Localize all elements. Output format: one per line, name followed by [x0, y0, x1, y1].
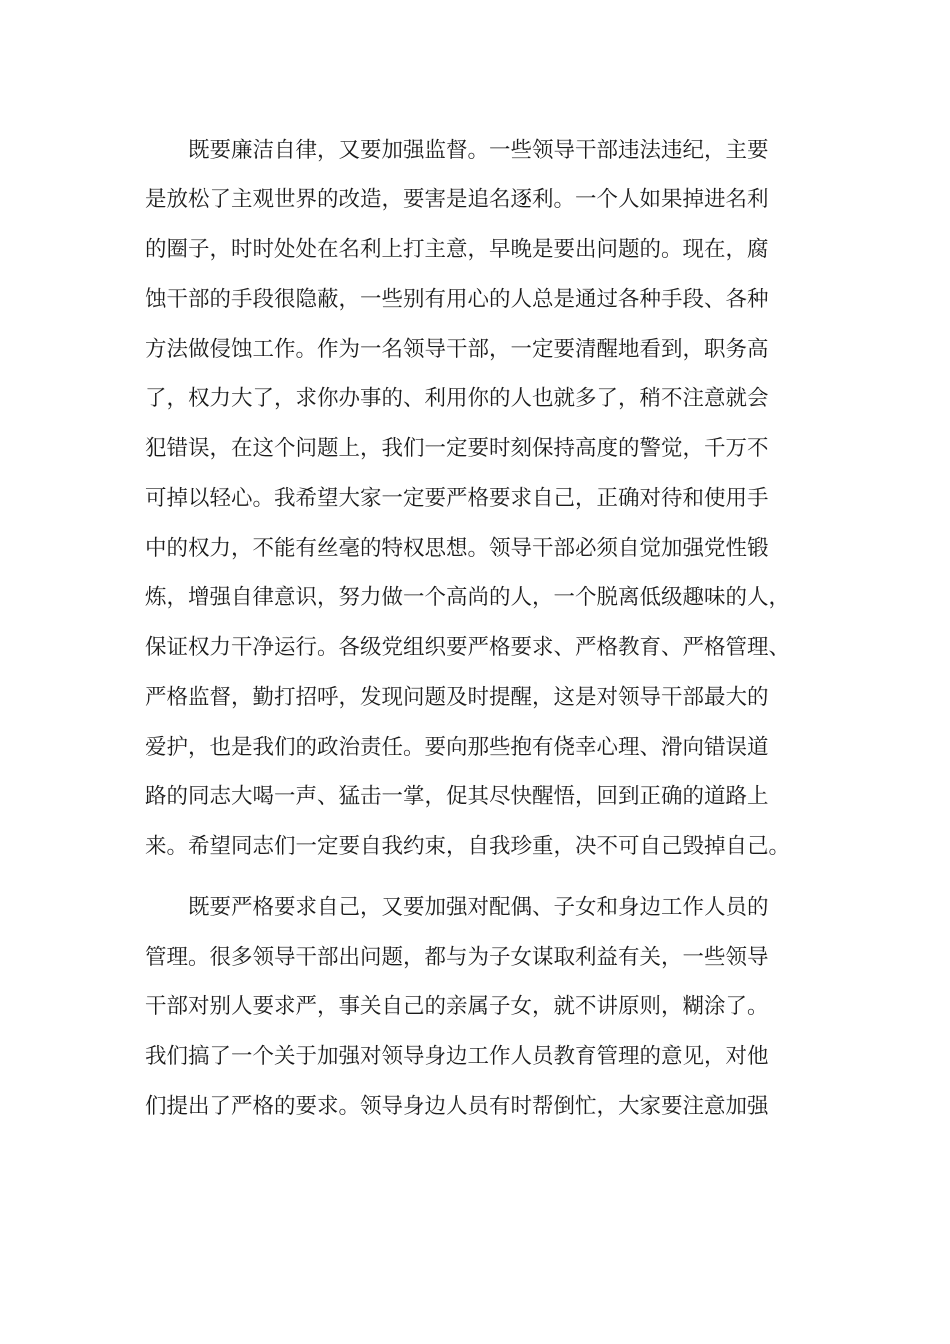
text-line: 蚀干部的手段很隐蔽，一些别有用心的人总是通过各种手段、各种	[145, 287, 769, 312]
text-line: 严格监督，勤打招呼，发现问题及时提醒，这是对领导干部最大的	[145, 685, 769, 710]
text-line: 干部对别人要求严，事关自己的亲属子女，就不讲原则，糊涂了。	[145, 994, 769, 1019]
text-line: 方法做侵蚀工作。作为一名领导干部，一定要清醒地看到，职务高	[145, 337, 769, 362]
text-line: 犯错误，在这个问题上，我们一定要时刻保持高度的警觉，千万不	[145, 436, 769, 461]
text-line: 路的同志大喝一声、猛击一掌，促其尽快醒悟，回到正确的道路上	[145, 784, 769, 809]
text-line: 们提出了严格的要求。领导身边人员有时帮倒忙，大家要注意加强	[145, 1094, 769, 1119]
text-line: 爱护，也是我们的政治责任。要向那些抱有侥幸心理、滑向错误道	[145, 735, 769, 760]
text-line: 中的权力，不能有丝毫的特权思想。领导干部必须自觉加强党性锻	[145, 536, 769, 561]
text-line: 是放松了主观世界的改造，要害是追名逐利。一个人如果掉进名利	[145, 187, 769, 212]
text-line: 既要廉洁自律，又要加强监督。一些领导干部违法违纪，主要	[188, 138, 769, 163]
text-line: 管理。很多领导干部出问题，都与为子女谋取利益有关，一些领导	[145, 945, 769, 970]
text-line: 了，权力大了，求你办事的、利用你的人也就多了，稍不注意就会	[145, 386, 769, 411]
text-line: 炼，增强自律意识，努力做一个高尚的人，一个脱离低级趣味的人，	[145, 585, 791, 610]
text-line: 可掉以轻心。我希望大家一定要严格要求自己，正确对待和使用手	[145, 486, 769, 511]
text-line: 的圈子，时时处处在名利上打主意，早晚是要出问题的。现在，腐	[145, 237, 769, 262]
text-line: 来。希望同志们一定要自我约束，自我珍重，决不可自己毁掉自己。	[145, 834, 791, 859]
text-line: 保证权力干净运行。各级党组织要严格要求、严格教育、严格管理、	[145, 635, 791, 660]
text-line: 我们搞了一个关于加强对领导身边工作人员教育管理的意见，对他	[145, 1044, 769, 1069]
text-line: 既要严格要求自己，又要加强对配偶、子女和身边工作人员的	[188, 895, 769, 920]
